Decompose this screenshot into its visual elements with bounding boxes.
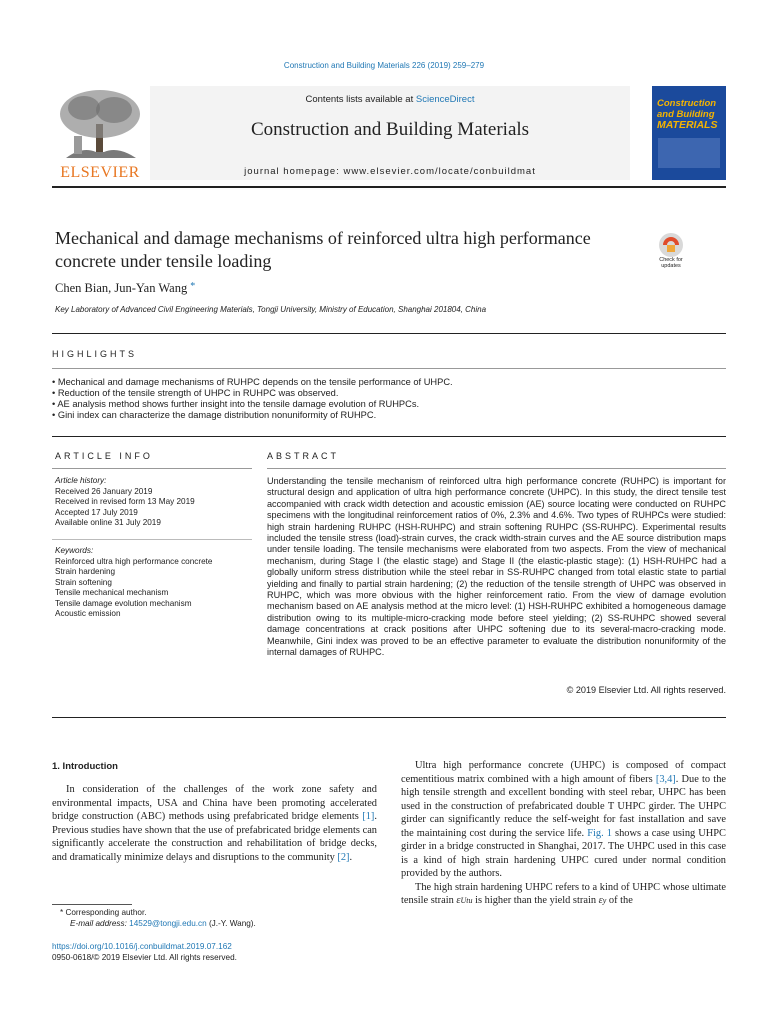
author-names: Chen Bian, Jun-Yan Wang (55, 281, 188, 295)
check-for-updates-badge[interactable] (651, 231, 691, 271)
homepage-url[interactable]: www.elsevier.com/locate/conbuildmat (343, 166, 536, 177)
keyword-item: Tensile damage evolution mechanism (55, 598, 192, 608)
article-info-heading: ARTICLE INFO (55, 451, 153, 461)
divider (267, 468, 726, 469)
text-run: . (349, 851, 353, 863)
cover-title (657, 98, 717, 131)
reference-link[interactable]: [1] (362, 811, 375, 822)
banner-rule (52, 186, 726, 188)
text-run: shows a case using UHPC girder in a bridge constructed in Shanghai, 2017. The UHPC used in this case is a kind of high strain hardening UHPC cured under normal condition provided by the authors. (401, 827, 726, 879)
journal-homepage (150, 166, 630, 177)
paragraph (401, 759, 726, 881)
text-run: The high strain hardening UHPC refers to a kind of UHPC whose ultimate tensile strain (401, 881, 726, 906)
publication-info (52, 942, 382, 963)
text-run: . Previous studies have shown that the use of prefabricated bridge elements can significantly accelerate the construction and rehabilitation of bridge decks, and dramatically minimize delays and disruptions to the community (52, 811, 377, 863)
article-history (55, 476, 255, 529)
highlight-item: • Mechanical and damage mechanisms of RUHPC depends on the tensile performance of UHPC. (52, 377, 726, 388)
sciencedirect-link[interactable]: ScienceDirect (415, 94, 475, 105)
cover-title-line: and Building (657, 109, 715, 120)
footnote-label: Corresponding author. (65, 908, 147, 917)
text-run: is higher than the yield strain (472, 895, 599, 906)
divider (52, 717, 726, 718)
text-run: of the (606, 895, 633, 906)
corresponding-note (60, 908, 380, 919)
email-label: E-mail address: (70, 918, 130, 928)
math-subscript: Utu (460, 896, 473, 905)
footnote-mark: * (60, 908, 64, 917)
math-symbol: ε (456, 895, 461, 906)
elsevier-tree-icon (52, 86, 148, 164)
check-updates-icon (651, 231, 691, 259)
keyword-item: Tensile mechanical mechanism (55, 588, 169, 597)
email-note (60, 919, 380, 930)
reference-link[interactable]: [2] (337, 851, 350, 863)
email-link[interactable]: 14529@tongji.edu.cn (129, 918, 207, 928)
history-item: Received 26 January 2019 (55, 486, 153, 496)
affiliation: Key Laboratory of Advanced Civil Engineering Materials, Tongji University, Ministry of Education, Shanghai 201804, China (55, 305, 487, 314)
journal-citation[interactable]: Construction and Building Materials 226 (2019) 259–279 (283, 61, 485, 70)
cover-title-line: Construction (657, 98, 717, 109)
right-column (401, 759, 726, 908)
check-updates-label: Check for updates (659, 257, 683, 269)
keyword-item: Strain softening (55, 577, 112, 587)
copyright: © 2019 Elsevier Ltd. All rights reserved. (566, 685, 726, 695)
highlights-list (52, 377, 726, 421)
divider (52, 468, 252, 469)
math-subscript: y (602, 896, 607, 905)
divider (52, 436, 726, 437)
highlight-item: • Reduction of the tensile strength of UHPC in RUHPC was observed. (52, 388, 726, 399)
divider (52, 539, 252, 540)
figure-link[interactable]: Fig. 1 (587, 827, 612, 839)
highlight-item: • AE analysis method shows further insight into the tensile damage evolution of RUHPCs. (52, 399, 726, 410)
corresponding-author-mark[interactable]: * (190, 281, 196, 292)
elsevier-logo (52, 86, 148, 180)
divider (52, 368, 726, 369)
history-label: Article history: (55, 476, 107, 485)
keywords-label: Keywords: (55, 546, 94, 555)
issn-line: 0950-0618/© 2019 Elsevier Ltd. All rights reserved. (52, 952, 237, 962)
email-suffix: (J.-Y. Wang). (206, 918, 256, 928)
intro-paragraph (52, 783, 377, 864)
keyword-item: Reinforced ultra high performance concrete (55, 556, 213, 566)
text-run: . Due to the high tensile strength and excellent bonding with steel rebar, UHPC has been used in the construction of prefabricated double T UHPC girder. The UHPC girder can significantly reduce the self-weight for fast installation and save the maintaining cost during the service life. (401, 773, 727, 839)
journal-cover[interactable] (652, 86, 726, 180)
banner-center (150, 86, 630, 180)
cover-title-line: MATERIALS (657, 119, 718, 131)
abstract-text: Understanding the tensile mechanism of reinforced ultra high performance concrete (RUHPC) is important for structural design and application of ultra high performance concrete (UHPC). In this study, the direct tensile test accompanied with crack width detection and acoustic emission (AE) source locating were conducted on RUHPC specimens with the longitudinal reinforcement ratios of 0%, 2.3% and 4.6%. Two types of RUHPCs were studied: high strain hardening RUHPC (HSH-RUHPC) and strain softening RUHPC (SS-RUHPC). Experimental results included the tensile stress (load)-strain curves, the crack width-strain curves and the AE source distribution maps under tensile loading. The tensile mechanisms were elaborated from two aspects. From the view of mechanical mechanism, during Stage I (the elastic stage) and Stage II (the elastic-plastic stage): (1) HSH-RUHPC had a globally uniform stress distribution while the steel rebar in SS-RUHPC changed from total elastic state to partial yielding and finally to partial strain hardening; (2) the reduction of the tensile strength of UHPC was observed in RUHPC, which was more obvious with the higher reinforcement ratio. From the view of damage evolution mechanism based on AE analysis method at the micro level: (1) HSH-RUHPC exhibited a homogeneous damage distribution owing to its multiple-micro-cracking mode before steel yielding; (2) SS-RUHPC showed several damage concentrations at crack positions after UHPC softening due to its several-macro-cracking mode. Meanwhile, Gini index was proved to be an effective parameter to evaluate the distribution nonuniformity of the internal damages of RUHPC. (267, 476, 726, 658)
keywords (55, 546, 260, 620)
keyword-item: Strain hardening (55, 567, 116, 576)
footnote-rule (52, 904, 132, 905)
authors (55, 281, 195, 296)
article-title: Mechanical and damage mechanisms of reinforced ultra high performance concrete under tensile loading (55, 228, 591, 271)
history-item: Accepted 17 July 2019 (55, 507, 138, 517)
keyword-item: Acoustic emission (55, 609, 121, 618)
journal-name: Construction and Building Materials (250, 119, 530, 140)
divider (52, 333, 726, 334)
paragraph (401, 881, 726, 908)
math-symbol: ε (598, 895, 603, 906)
contents-line (150, 94, 630, 105)
reference-link[interactable]: [3,4] (655, 773, 676, 785)
highlights-heading: HIGHLIGHTS (52, 349, 138, 359)
history-item: Available online 31 July 2019 (55, 518, 161, 527)
journal-banner (52, 86, 726, 180)
footnote (60, 908, 380, 929)
contents-prefix: Contents lists available at (305, 94, 416, 105)
elsevier-wordmark: ELSEVIER (60, 164, 140, 181)
doi-link[interactable]: https://doi.org/10.1016/j.conbuildmat.2019.07.162 (52, 942, 232, 951)
highlight-item: • Gini index can characterize the damage distribution nonuniformity of RUHPC. (52, 410, 726, 421)
text-run: Ultra high performance concrete (UHPC) is composed of compact cementitious matrix combined with a high amount of fibers (401, 760, 726, 785)
text-run: In consideration of the challenges of the work zone safety and environmental impacts, USA and China have been promoting accelerated bridge construction (ABC) methods using prefabricated bridge elements (52, 784, 377, 822)
cover-graphic (658, 138, 720, 168)
homepage-prefix: journal homepage: (244, 166, 344, 177)
section-heading: 1. Introduction (52, 761, 118, 772)
history-item: Received in revised form 13 May 2019 (55, 497, 195, 506)
abstract-heading: ABSTRACT (267, 451, 340, 461)
